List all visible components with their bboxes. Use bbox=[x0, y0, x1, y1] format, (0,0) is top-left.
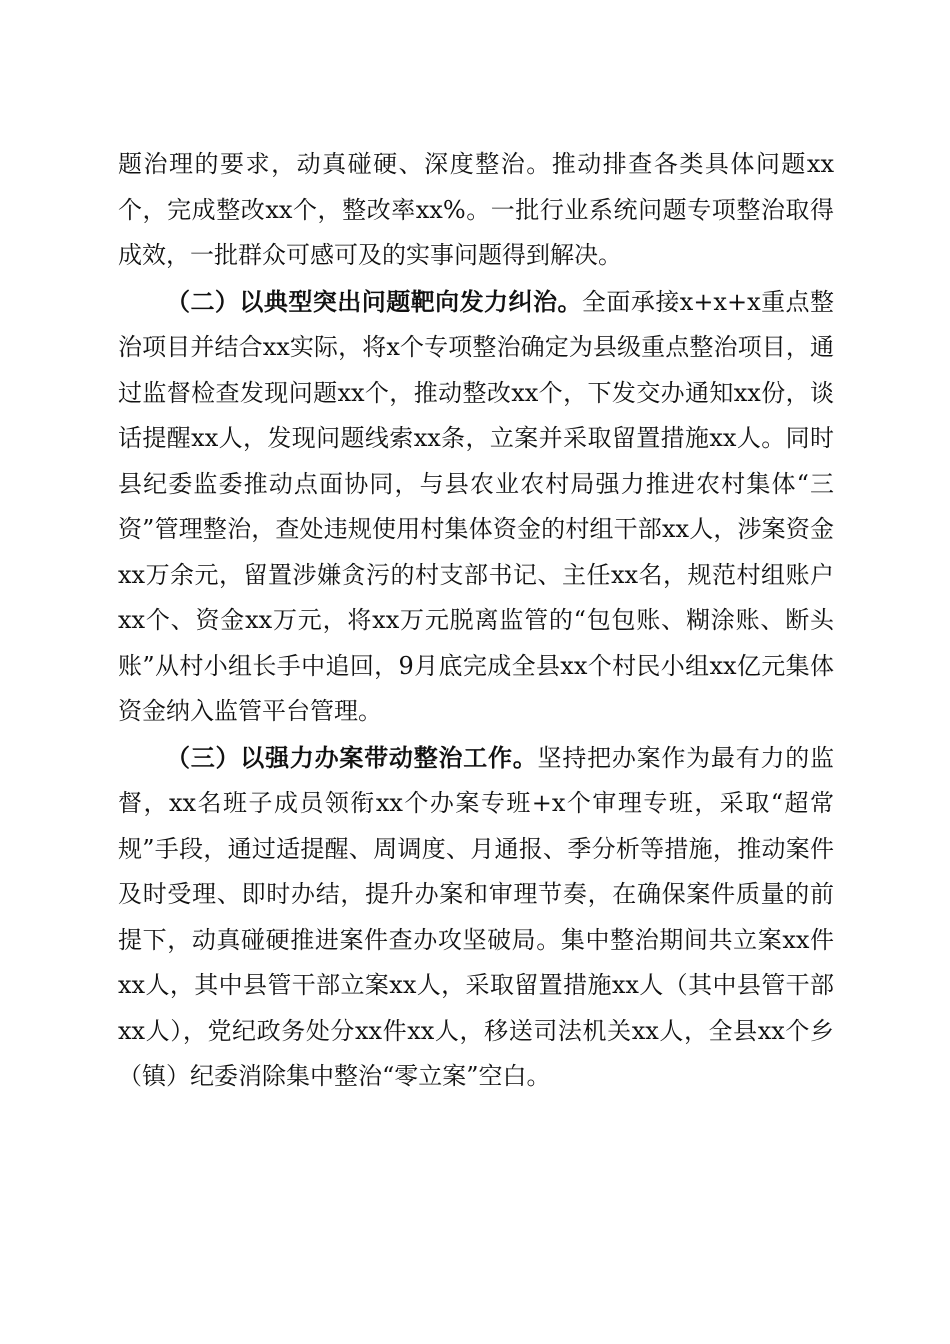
section-heading: （三）以强力办案带动整治工作。 bbox=[166, 742, 538, 772]
section-heading: （二）以典型突出问题靶向发力纠治。 bbox=[166, 286, 582, 316]
paragraph-section-3 bbox=[118, 735, 834, 1100]
paragraph-continuation bbox=[118, 142, 834, 279]
paragraph-text: 全面承接x+x+x重点整治项目并结合xx实际，将x个专项整治确定为县级重点整治项目，通过监督检查发现问题xx个，推动整改xx个，下发交办通知xx份，谈话提醒xx人，发现问题线索xx条，立案并采取留置措施xx人。同时县纪委监委推动点面协同，与县农业农村局强力推进农村集体“三资”管理整治，查处违规使用村集体资金的村组干部xx人，涉案资金xx万余元，留置涉嫌贪污的村支部书记、主任xx名，规范村组账户xx个、资金xx万元，将xx万元脱离监管的“包包账、糊涂账、断头账”从村小组长手中追回，9月底完成全县xx个村民小组xx亿元集体资金纳入监管平台管理。 bbox=[118, 287, 835, 725]
paragraph-text: 坚持把办案作为最有力的监督，xx名班子成员领衔xx个办案专班+x个审理专班，采取“超常规”手段，通过适提醒、周调度、月通报、季分析等措施，推动案件及时受理、即时办结，提升办案和审理节奏，在确保案件质量的前提下，动真碰硬推进案件查办攻坚破局。集中整治期间共立案xx件xx人，其中县管干部立案xx人，采取留置措施xx人（其中县管干部xx人），党纪政务处分xx件xx人，移送司法机关xx人，全县xx个乡（镇）纪委消除集中整治“零立案”空白。 bbox=[118, 743, 835, 1090]
paragraph-text: 题治理的要求，动真碰硬、深度整治。推动排查各类具体问题xx个，完成整改xx个，整改率xx%。一批行业系统问题专项整治取得成效，一批群众可感可及的实事问题得到解决。 bbox=[118, 150, 834, 269]
paragraph-section-2 bbox=[118, 279, 834, 735]
document-body bbox=[118, 142, 834, 1100]
